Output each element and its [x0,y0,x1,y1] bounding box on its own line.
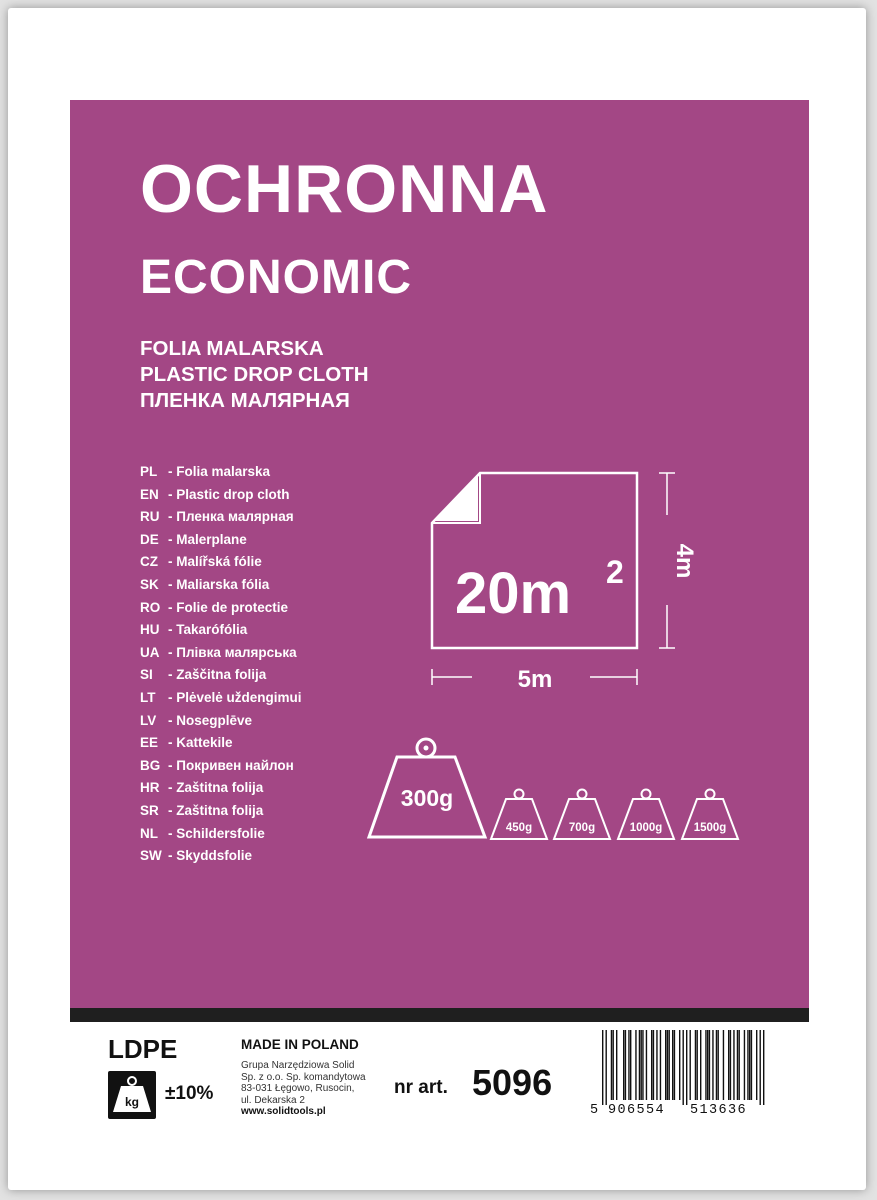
barcode-bar [695,1030,696,1100]
barcode-bar [697,1030,698,1100]
address-line: Grupa Narzędziowa Solid [241,1060,355,1071]
website-link[interactable]: www.solidtools.pl [241,1106,326,1117]
translation-code: SK [140,576,159,592]
company-address [241,1060,366,1106]
barcode-bar [690,1030,691,1100]
weight-1000-label: 1000g [629,822,663,834]
translation-text: - Schildersfolie [168,825,265,841]
barcode-bar [705,1030,706,1100]
barcode-bar [730,1030,731,1100]
barcode-bar [625,1030,626,1100]
barcode-bar [641,1030,642,1100]
translation-code: LT [140,689,156,705]
barcode-bar [646,1030,647,1100]
weight-1500-label: 1500g [693,822,727,834]
translation-code: PL [140,464,158,479]
translation-code: LV [140,712,157,728]
barcode-bar [611,1030,612,1100]
barcode-bar [613,1030,614,1100]
barcode-bar [718,1030,719,1100]
translation-text: - Malířská fólie [168,554,262,570]
barcode-bar [616,1030,617,1100]
barcode-bar [739,1030,740,1100]
translation-code: EE [140,735,159,751]
barcode-bar [602,1030,603,1105]
material-label: LDPE [108,1034,178,1064]
product-line-pl: FOLIA MALARSKA [140,337,324,360]
translation-text: - Malerplane [168,531,247,547]
translation-text: - Zaštitna folija [168,780,264,796]
barcode-bar [683,1030,684,1105]
translation-code: RO [140,599,161,615]
translation-code: CZ [140,554,158,570]
barcode-first-digit: 5 [590,1103,599,1118]
translation-text: - Maliarska fólia [168,576,270,592]
translation-text: - Zaščitna folija [168,667,267,683]
translation-text: - Plastic drop cloth [168,486,290,502]
barcode-bar [630,1030,631,1100]
made-in-label: MADE IN POLAND [241,1037,359,1052]
barcode-bar [639,1030,640,1100]
translation-code: HR [140,780,160,796]
barcode-group-left: 906554 [608,1103,666,1118]
barcode-bar [709,1030,710,1100]
barcode-bar [733,1030,734,1100]
barcode [590,1030,770,1105]
barcode-group-right: 513636 [690,1103,748,1118]
translation-code: EN [140,486,159,502]
translation-text: - Folie de protectie [168,599,289,615]
translation-code: UA [140,644,160,660]
barcode-bar [751,1030,752,1100]
translation-code: BG [140,757,161,773]
translation-text: - Покривен найлон [168,757,294,773]
address-line: Sp. z o.o. Sp. komandytowa [241,1071,366,1083]
barcode-bar [679,1030,680,1100]
barcode-bar [606,1030,607,1105]
article-number: 5096 [472,1062,553,1103]
barcode-bar [642,1030,643,1100]
barcode-bar [653,1030,654,1100]
barcode-bar [660,1030,661,1100]
barcode-bar [747,1030,748,1100]
barcode-bar [737,1030,738,1100]
area-value: 20m [455,561,572,626]
barcode-bar [716,1030,717,1100]
barcode-bar [756,1030,757,1100]
weight-selected-label: 300g [400,785,454,811]
translation-text: - Zaštitna folija [168,802,264,818]
barcode-bar [744,1030,745,1100]
barcode-bar [763,1030,764,1105]
tolerance-label: ±10% [165,1083,214,1104]
width-label: 5m [517,666,553,693]
barcode-bar [672,1030,673,1100]
barcode-bar [667,1030,668,1100]
area-exponent: 2 [606,554,624,590]
translation-code: DE [140,531,159,547]
weight-450-label: 450g [505,822,533,834]
translation-text: - Kattekile [168,735,233,751]
translation-text: - Пленка малярная [168,509,294,525]
barcode-bar [623,1030,624,1100]
weight-700-label: 700g [568,822,596,834]
translation-text: - Плівка малярська [168,644,297,660]
barcode-bar [665,1030,666,1100]
barcode-bar [628,1030,629,1100]
translation-code: NL [140,825,158,841]
kg-icon-label: kg [124,1095,140,1109]
address-line: ul. Dekarska 2 [241,1094,305,1106]
translation-code: HU [140,622,160,638]
barcode-bar [674,1030,675,1100]
height-label: 4m [671,543,698,579]
translation-text: - Skyddsfolie [168,848,253,864]
barcode-bar [669,1030,670,1100]
product-subtitle: ECONOMIC [140,251,412,304]
translation-code: SI [140,667,153,683]
barcode-bar [712,1030,713,1100]
barcode-bar [656,1030,657,1100]
barcode-bar [700,1030,701,1100]
barcode-bar [749,1030,750,1100]
translation-code: RU [140,509,160,525]
kg-weight-icon [108,1071,156,1119]
translation-text: - Plėvelė uždengimui [168,689,302,705]
translation-text: - Takarófólia [168,622,248,638]
barcode-bar [728,1030,729,1100]
barcode-bar [686,1030,687,1105]
barcode-bar [707,1030,708,1100]
barcode-bar [651,1030,652,1100]
translation-code: SR [140,802,159,818]
translation-text: - Folia malarska [168,464,271,479]
barcode-bar [723,1030,724,1100]
barcode-bar [635,1030,636,1100]
translation-code: SW [140,848,162,864]
product-line-ru: ПЛЕНКА МАЛЯРНАЯ [140,389,350,412]
article-label: nr art. [394,1077,448,1098]
product-title: OCHRONNA [140,151,549,227]
translation-text: - Nosegplēve [168,712,253,728]
address-line: 83-031 Łęgowo, Rusocin, [241,1083,355,1094]
product-line-en: PLASTIC DROP CLOTH [140,363,369,386]
barcode-bar [760,1030,761,1105]
